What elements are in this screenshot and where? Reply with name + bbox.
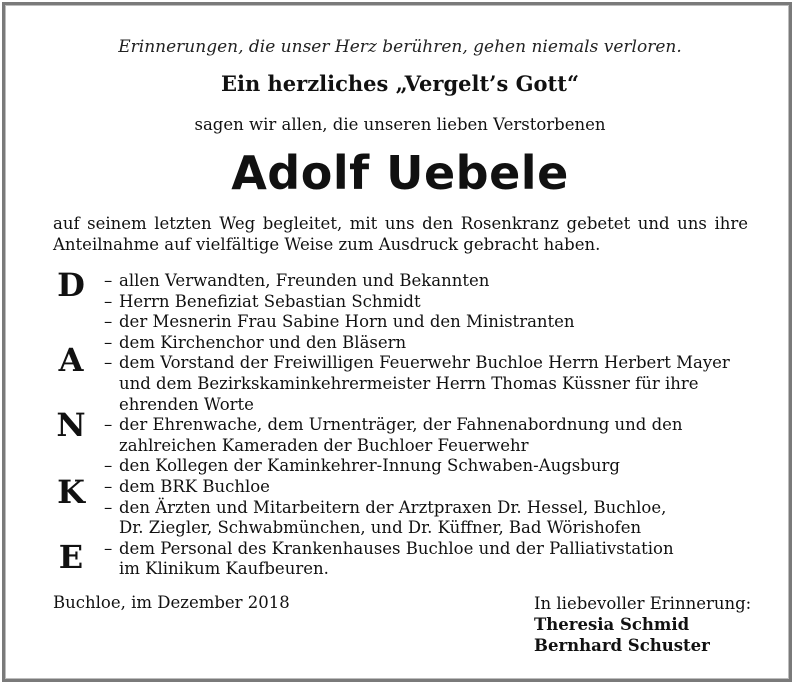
thanks-list-item-line: allen Verwandten, Freunden und Bekannten bbox=[119, 271, 490, 290]
list-dash: – bbox=[104, 415, 113, 435]
signature-name: Theresia Schmid bbox=[534, 615, 690, 634]
thanks-list-item-line: der Mesnerin Frau Sabine Horn und den Ministranten bbox=[119, 312, 575, 332]
heading: Ein herzliches „Vergelt’s Gott“ bbox=[220, 71, 580, 96]
thanks-list-item-line: den Ärzten und Mitarbeitern der Arztpraxen Dr. Hessel, Buchloe, bbox=[119, 497, 667, 517]
body-line: auf seinem letzten Weg begleitet, mit uns den Rosenkranz gebetet und uns ihre bbox=[53, 214, 748, 233]
thanks-list-item bbox=[104, 333, 754, 354]
thanks-list-item-line: Herrn Benefiziat Sebastian Schmidt bbox=[119, 291, 421, 311]
thanks-list-item-line: dem Personal des Krankenhauses Buchloe und der Palliativstation bbox=[119, 538, 674, 558]
list-dash: – bbox=[104, 353, 113, 373]
thanks-list-item bbox=[104, 353, 754, 415]
list-dash: – bbox=[104, 497, 113, 517]
thanks-list-item-line: zahlreichen Kameraden der Buchloer Feuerwehr bbox=[119, 435, 529, 455]
thanks-list-item-line: dem BRK Buchloe bbox=[119, 476, 270, 496]
thanks-list-item-line: dem Vorstand der Freiwilligen Feuerwehr Buchloe Herrn Herbert Mayer bbox=[119, 353, 730, 373]
list-dash: – bbox=[104, 332, 113, 352]
thanks-list-item-line: dem Kirchenchor und den Bläsern bbox=[119, 332, 407, 352]
list-dash: – bbox=[104, 456, 113, 476]
thanks-list-item bbox=[104, 539, 754, 580]
signature-block bbox=[534, 593, 751, 656]
thanks-list-item-line: im Klinikum Kaufbeuren. bbox=[119, 559, 329, 579]
list-dash: – bbox=[104, 291, 113, 311]
thanks-list-item bbox=[104, 312, 754, 333]
thanks-list-item-line: der Ehrenwache, dem Urnenträger, der Fahnenabordnung und den bbox=[119, 415, 683, 435]
thanks-list-item-line: und dem Bezirkskaminkehrermeister Herrn Thomas Küssner für ihre bbox=[119, 373, 699, 393]
intro-text: sagen wir allen, die unseren lieben Verstorbenen bbox=[194, 115, 606, 134]
signature-intro: In liebevoller Erinnerung: bbox=[534, 594, 752, 613]
list-dash: – bbox=[104, 312, 113, 332]
body-text bbox=[53, 213, 748, 255]
signature-name: Bernhard Schuster bbox=[534, 636, 710, 655]
motto: Erinnerungen, die unser Herz berühren, gehen niemals verloren. bbox=[118, 37, 682, 57]
danke-letter-d: D bbox=[57, 266, 85, 304]
danke-letter-n: N bbox=[56, 406, 86, 444]
danke-letter-e: E bbox=[58, 538, 84, 576]
deceased-name: Adolf Uebele bbox=[231, 146, 569, 200]
thanks-list-item bbox=[104, 498, 754, 539]
thanks-list-item bbox=[104, 477, 754, 498]
list-dash: – bbox=[104, 538, 113, 558]
thanks-list-item bbox=[104, 292, 754, 313]
thanks-list-item-line: den Kollegen der Kaminkehrer-Innung Schwaben-Augsburg bbox=[119, 456, 620, 476]
thanks-list-item bbox=[104, 271, 754, 292]
place-date: Buchloe, im Dezember 2018 bbox=[53, 593, 290, 612]
danke-letter-a: A bbox=[58, 341, 84, 379]
thanks-list-item-line: ehrenden Worte bbox=[119, 394, 254, 414]
thanks-list-item bbox=[104, 415, 754, 456]
thanks-list-item-line: Dr. Ziegler, Schwabmünchen, und Dr. Küffner, Bad Wörishofen bbox=[119, 518, 642, 538]
thanks-list bbox=[104, 271, 754, 580]
list-dash: – bbox=[104, 476, 113, 496]
thanks-list-item bbox=[104, 456, 754, 477]
body-line: Anteilnahme auf vielfältige Weise zum Ausdruck gebracht haben. bbox=[53, 235, 601, 254]
list-dash: – bbox=[104, 271, 113, 290]
danke-letter-k: K bbox=[57, 473, 85, 511]
